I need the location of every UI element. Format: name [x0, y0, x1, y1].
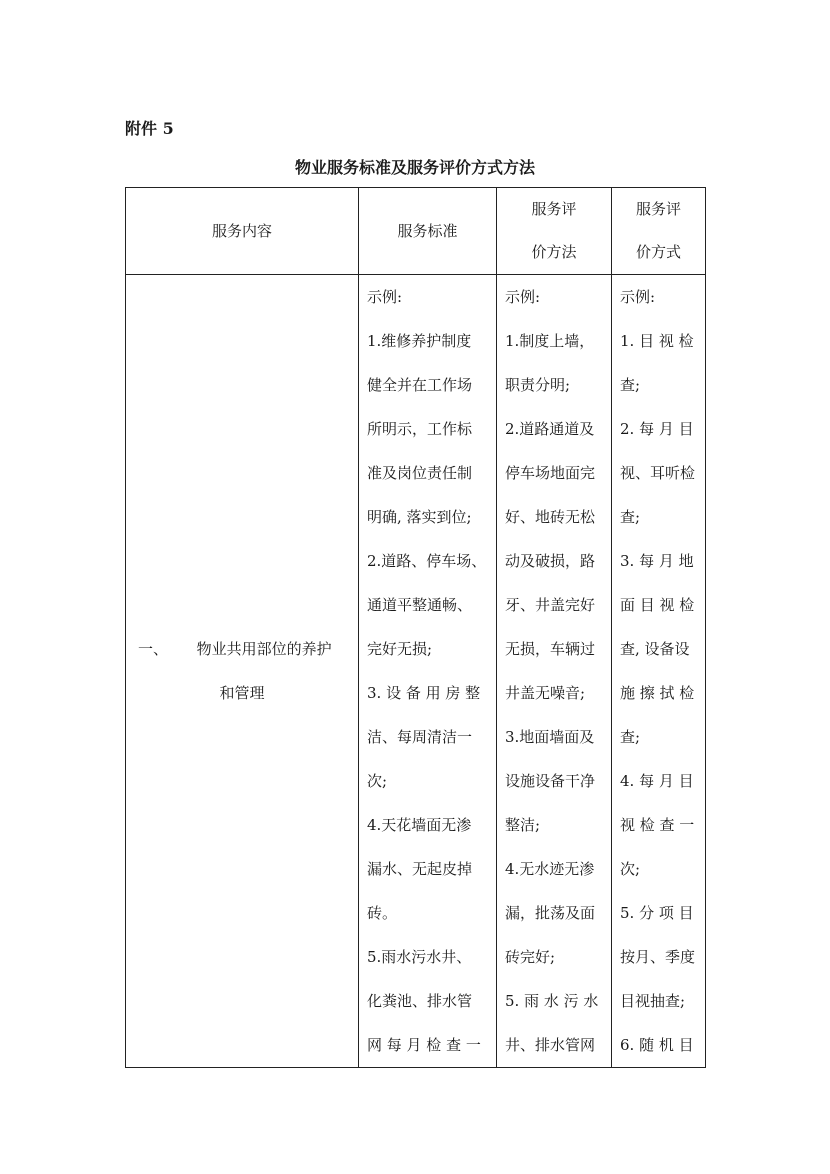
mode-line: 按月、季度 — [620, 948, 696, 966]
method-line: 牙、井盖完好 — [505, 596, 596, 614]
mode-line: 查; — [620, 376, 641, 394]
mode-line: 1. 目 视 检 — [620, 332, 694, 350]
method-line: 无损，车辆过 — [505, 640, 596, 658]
mode-line: 3. 每 月 地 — [620, 552, 694, 570]
standard-line: 洁、每周清洁一 — [367, 728, 473, 746]
standard-line: 砖。 — [367, 904, 398, 922]
standard-cell — [359, 275, 497, 1068]
standard-line: 4.天花墙面无渗 — [367, 816, 472, 834]
standard-line: 准及岗位责任制 — [367, 464, 473, 482]
mode-lines — [620, 275, 701, 1067]
header-evaluation-mode-line2: 价方式 — [635, 243, 681, 261]
header-service-content: 服务内容 — [126, 188, 359, 275]
method-line: 井盖无噪音; — [505, 684, 586, 702]
standard-line: 1.维修养护制度 — [367, 332, 472, 350]
mode-line: 查, 设备设 — [620, 640, 690, 658]
method-line: 1.制度上墙， — [505, 332, 595, 350]
method-line: 设施设备干净 — [505, 772, 596, 790]
mode-line: 视、耳听检 — [620, 464, 696, 482]
standard-line: 网 每 月 检 查 一 — [367, 1036, 481, 1054]
method-line: 4.无水迹无渗 — [505, 860, 595, 878]
mode-line: 2. 每 月 目 — [620, 420, 694, 438]
mode-line: 示例: — [620, 288, 656, 306]
header-service-standard: 服务标准 — [359, 188, 497, 275]
mode-line: 6. 随 机 目 — [620, 1036, 694, 1054]
standard-line: 健全并在工作场 — [367, 376, 473, 394]
mode-line: 查; — [620, 508, 641, 526]
method-line: 2.道路通道及 — [505, 420, 595, 438]
standard-line: 所明示，工作标 — [367, 420, 473, 438]
service-item — [126, 627, 358, 715]
mode-line: 次; — [620, 860, 641, 878]
method-line: 漏，批荡及面 — [505, 904, 596, 922]
standard-line: 2.道路、停车场、 — [367, 552, 487, 570]
method-line: 停车场地面完 — [505, 464, 596, 482]
standard-line: 化粪池、排水管 — [367, 992, 473, 1010]
method-line: 整洁; — [505, 816, 541, 834]
mode-line: 4. 每 月 目 — [620, 772, 694, 790]
service-item-line1: 一、 物业共用部位的养护 — [138, 640, 332, 658]
method-line: 3.地面墙面及 — [505, 728, 595, 746]
mode-line: 目视抽查; — [620, 992, 686, 1010]
method-line: 好、地砖无松 — [505, 508, 596, 526]
service-item-line2: 和管理 — [219, 684, 265, 702]
standard-line: 5.雨水污水井、 — [367, 948, 472, 966]
method-line: 示例: — [505, 288, 541, 306]
standard-line: 漏水、无起皮掉 — [367, 860, 473, 878]
standard-line: 通道平整通畅、 — [367, 596, 473, 614]
method-line: 井、排水管网 — [505, 1036, 596, 1054]
attachment-label: 附件 5 — [125, 119, 174, 138]
header-evaluation-mode — [612, 188, 706, 275]
method-lines — [505, 275, 607, 1067]
header-evaluation-method — [497, 188, 612, 275]
mode-line: 面 目 视 检 — [620, 596, 695, 614]
mode-line: 视 检 查 一 — [620, 816, 695, 834]
standard-line: 完好无损; — [367, 640, 433, 658]
standard-line: 明确, 落实到位; — [367, 508, 472, 526]
service-item-cell — [126, 275, 359, 1068]
header-evaluation-method-line2: 价方法 — [531, 243, 577, 261]
service-standard-table — [125, 187, 706, 1068]
standard-lines — [367, 275, 492, 1067]
standard-line: 次; — [367, 772, 388, 790]
method-cell — [497, 275, 612, 1068]
standard-line: 3. 设 备 用 房 整 — [367, 684, 481, 702]
method-line: 动及破损，路 — [505, 552, 596, 570]
method-line: 砖完好; — [505, 948, 556, 966]
mode-line: 5. 分 项 目 — [620, 904, 694, 922]
header-evaluation-mode-line1: 服务评 — [635, 200, 681, 218]
method-line: 职责分明; — [505, 376, 571, 394]
method-line: 5. 雨 水 污 水 — [505, 992, 599, 1010]
mode-line: 施 擦 拭 检 — [620, 684, 695, 702]
mode-line: 查; — [620, 728, 641, 746]
header-evaluation-method-line1: 服务评 — [531, 200, 577, 218]
standard-line: 示例: — [367, 288, 403, 306]
table-row — [126, 275, 706, 1068]
document-title: 物业服务标准及服务评价方式方法 — [294, 158, 535, 177]
table-header-row — [126, 188, 706, 275]
mode-cell — [612, 275, 706, 1068]
